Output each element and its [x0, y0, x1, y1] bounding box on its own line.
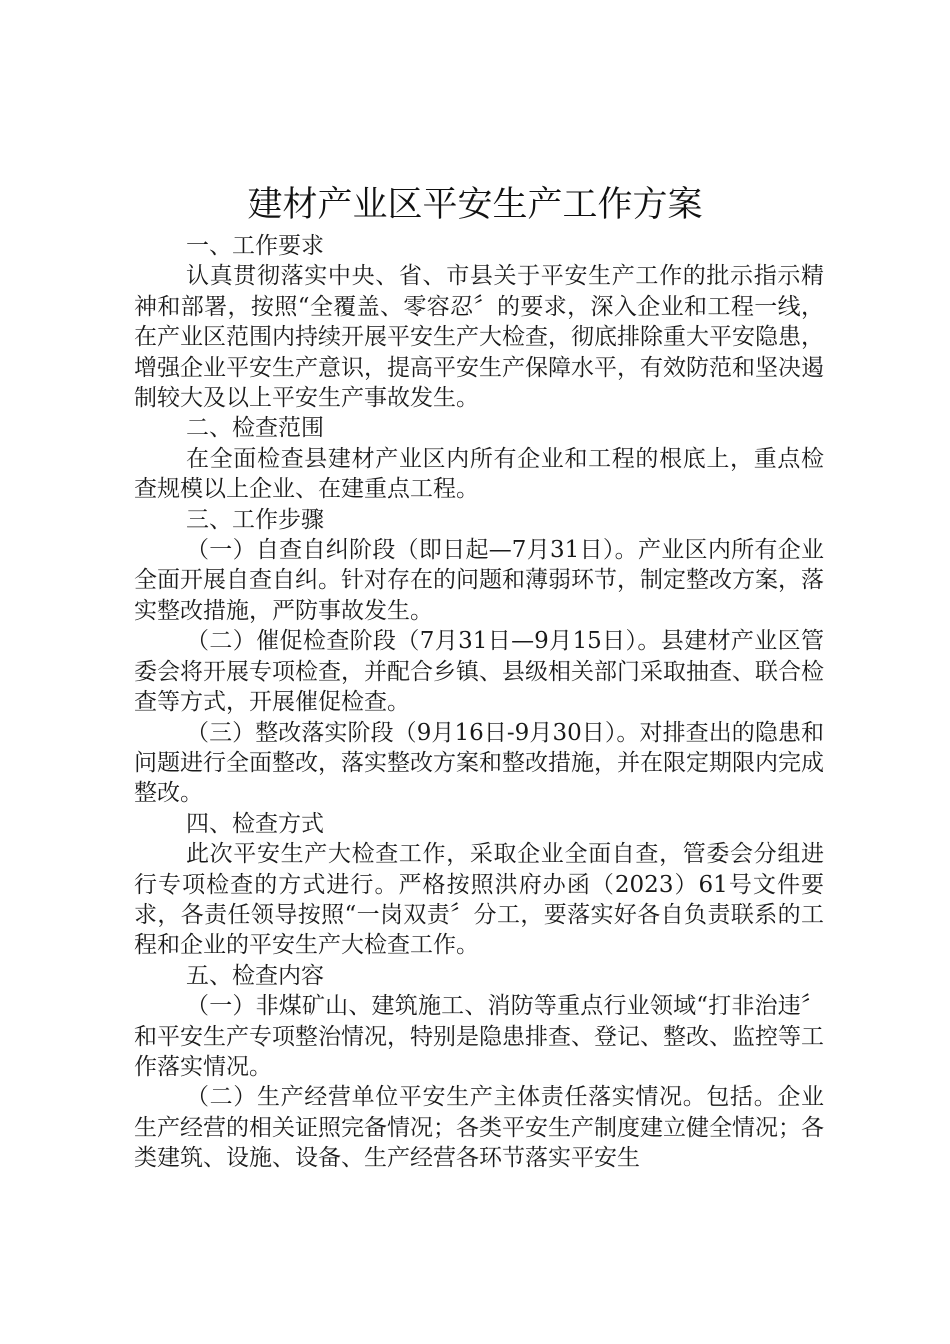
- paragraph-content-2: （二）生产经营单位平安生产主体责任落实情况。包括。企业生产经营的相关证照完备情况；各类平安生产制度建立健全情况；各类建筑、设施、设备、生产经营各环节落实平安生: [134, 1084, 824, 1172]
- paragraph-step-1: （一）自查自纠阶段（即日起—7月31日）。产业区内所有企业全面开展自查自纠。针对存在的问题和薄弱环节，制定整改方案，落实整改措施，严防事故发生。: [134, 537, 824, 624]
- section-heading-method: 四、检查方式: [186, 810, 324, 837]
- section-heading-scope: 二、检查范围: [186, 415, 324, 442]
- paragraph-content-1: （一）非煤矿山、建筑施工、消防等重点行业领域“打非治违〞和平安生产专项整治情况，特别是隐患排查、登记、整改、监控等工作落实情况。: [134, 993, 824, 1080]
- section-heading-requirements: 一、工作要求: [186, 233, 324, 259]
- document-body: [134, 231, 824, 1174]
- paragraph-scope: 在全面检查县建材产业区内所有企业和工程的根底上，重点检查规模以上企业、在建重点工程。: [134, 445, 824, 503]
- paragraph-method: 此次平安生产大检查工作，采取企业全面自查，管委会分组进行专项检查的方式进行。严格按照洪府办函（2023）61号文件要求，各责任领导按照“一岗双责〞分工，要落实好各自负责联系的工程和企业的平安生产大检查工作。: [134, 841, 824, 959]
- section-heading-steps: 三、工作步骤: [186, 506, 324, 533]
- section-heading-content: 五、检查内容: [186, 962, 324, 989]
- paragraph-step-3: （三）整改落实阶段（9月16日-9月30日）。对排查出的隐患和问题进行全面整改，落实整改方案和整改措施，并在限定期限内完成整改。: [134, 719, 824, 807]
- paragraph-requirements: 认真贯彻落实中央、省、市县关于平安生产工作的批示指示精神和部署，按照“全覆盖、零容忍〞的要求，深入企业和工程一线，在产业区范围内持续开展平安生产大检查，彻底排除重大平安隐患，增强企业平安生产意识，提高平安生产保障水平，有效防范和坚决遏制较大及以上平安生产事故发生。: [134, 263, 824, 412]
- document-title: 建材产业区平安生产工作方案: [247, 185, 703, 225]
- paragraph-step-2: （二）催促检查阶段（7月31日—9月15日）。县建材产业区管委会将开展专项检查，并配合乡镇、县级相关部门采取抽查、联合检查等方式，开展催促检查。: [134, 628, 824, 716]
